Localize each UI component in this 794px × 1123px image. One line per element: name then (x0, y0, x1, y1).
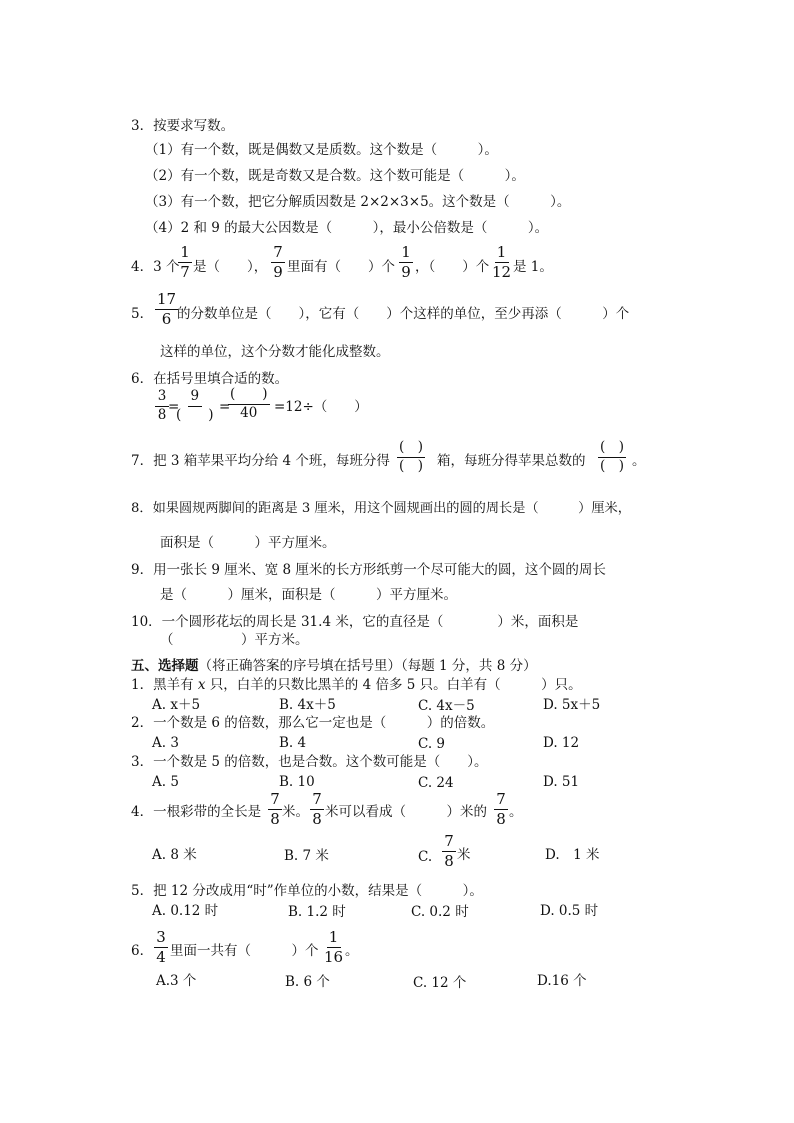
q7-fraction-2-numerator: ( ) (598, 441, 626, 458)
q3-title: 3．按要求写数。 (131, 118, 235, 134)
q7-fraction-1-numerator: ( ) (397, 441, 425, 458)
choice-5-option-a: A. 0.12 时 (152, 903, 219, 919)
choice-4-option-c-label: C. (418, 849, 433, 865)
choice-4-text-2: 米。 (282, 804, 309, 820)
q7-text-2: 箱，每班分得苹果总数的 (437, 453, 586, 469)
q4-fraction-4-numerator: 1 (495, 245, 509, 263)
q5-fraction-1 (155, 292, 178, 327)
q4-fraction-3 (399, 245, 413, 280)
choice-6-option-d: D.16 个 (537, 973, 587, 989)
choice-1-variable: x (197, 677, 206, 693)
choice-1-stem-b: 只，白羊的只数比黑羊的 4 倍多 5 只。白羊有（ ）只。 (209, 677, 582, 693)
choice-4-option-c-unit: 米 (457, 847, 471, 863)
q4-fraction-1-numerator: 1 (178, 245, 192, 263)
q4-fraction-2-numerator: 7 (271, 245, 285, 263)
q4-fraction-2-denominator: 9 (273, 263, 283, 281)
choice-4-option-c-fraction (442, 834, 456, 869)
q5-fraction-1-numerator: 17 (157, 290, 177, 308)
choice-2-option-c: C. 9 (418, 736, 446, 752)
choice-4-text-4: 。 (509, 804, 523, 820)
choice-3-option-d: D. 51 (543, 774, 580, 790)
choice-4-text-1: 4．一根彩带的全长是 (131, 804, 262, 820)
q3-item-1: （1）有一个数，既是偶数又是质数。这个数是（ ）。 (145, 142, 498, 158)
choice-6-fraction-1-denominator: 4 (156, 948, 166, 966)
choice-4-option-c-numerator: 7 (442, 834, 456, 852)
choice-4-text-3: 米可以看成（ ）米的 (325, 804, 487, 820)
q4-fraction-3-numerator: 1 (399, 245, 413, 263)
choice-2-stem: 2．一个数是 6 的倍数，那么它一定也是（ ）的倍数。 (131, 715, 495, 731)
choice-3-option-c: C. 24 (418, 775, 454, 791)
q6-fraction-2-numerator: 9 (188, 390, 202, 407)
q6-title: 6．在括号里填合适的数。 (131, 371, 289, 387)
q4-fraction-4-denominator: 12 (492, 263, 512, 281)
choice-6-text-1: 里面一共有（ ）个 (170, 943, 319, 959)
choice-1-option-b: B. 4x＋5 (279, 697, 336, 713)
choice-2-option-a: A. 3 (152, 735, 179, 751)
q4-fraction-1 (178, 245, 192, 280)
q6-fraction-3-numerator: ( ) (228, 388, 270, 405)
q4-text-3: ，（ ）个 (415, 259, 490, 275)
choice-4-fraction-3-numerator: 7 (494, 792, 508, 810)
q7-fraction-2-denominator: ( ) (600, 457, 625, 474)
q6-equals-2: = (219, 399, 231, 415)
choice-6-option-a: A.3 个 (156, 973, 197, 989)
q7-fraction-1 (397, 441, 425, 473)
choice-6-fraction-1-numerator: 3 (154, 930, 168, 948)
choice-6-option-b: B. 6 个 (285, 974, 330, 990)
choice-5-option-c: C. 0.2 时 (411, 904, 469, 920)
q4-text-2: 里面有（ ）个 (287, 259, 395, 275)
q4-text-1: 是（ ）， (193, 259, 268, 275)
q7-fraction-1-denominator: ( ) (399, 457, 424, 474)
q3-item-4: （4）2 和 9 的最大公因数是（ ），最小公倍数是（ ）。 (145, 220, 549, 236)
choice-6-number: 6． (131, 943, 154, 959)
section-5-heading: 五、选择题 (131, 658, 199, 674)
choice-5-stem: 5．把 12 分改成用“时”作单位的小数，结果是（ ）。 (131, 883, 483, 899)
choice-4-option-b: B. 7 米 (284, 848, 329, 864)
choice-2-option-d: D. 12 (543, 735, 580, 751)
q4-text-4: 是 1。 (513, 259, 553, 275)
choice-4-option-d: D. 1 米 (545, 847, 600, 863)
choice-1-stem-a: 1．黑羊有 (131, 677, 194, 693)
q6-fraction-3-denominator: 40 (240, 404, 258, 421)
choice-4-option-c-denominator: 8 (444, 852, 454, 870)
q6-equals-1: = (168, 399, 180, 415)
q7-fraction-2 (598, 441, 626, 473)
q4-number: 4．3 个 (131, 259, 180, 275)
q5-fraction-1-denominator: 6 (161, 310, 172, 328)
q6-fraction-2-denominator: ( ) (176, 406, 214, 423)
q6-fraction-1-numerator: 3 (155, 390, 169, 407)
q3-item-3: （3）有一个数，把它分解质因数是 2×2×3×5。这个数是（ ）。 (145, 194, 571, 210)
choice-3-option-a: A. 5 (152, 774, 179, 790)
choice-6-fraction-1 (154, 930, 168, 965)
q10-line-1: 10．一个圆形花坛的周长是 31.4 米，它的直径是（ ）米，面积是 (131, 614, 579, 630)
choice-1-option-d: D. 5x＋5 (543, 697, 601, 713)
choice-3-option-b: B. 10 (279, 774, 315, 790)
choice-6-option-c: C. 12 个 (413, 975, 467, 991)
q5-text-2: 这样的单位，这个分数才能化成整数。 (160, 344, 390, 360)
q6-fraction-1-denominator: 8 (157, 406, 167, 423)
q6-text-1: =12÷（ ） (274, 399, 368, 415)
choice-6-fraction-2 (324, 930, 343, 965)
choice-4-fraction-1-denominator: 8 (270, 810, 280, 828)
choice-1-option-a: A. x＋5 (152, 697, 201, 713)
q8-line-2: 面积是（ ）平方厘米。 (160, 535, 336, 551)
q8-line-1: 8．如果圆规两脚间的距离是 3 厘米，用这个圆规画出的圆的周长是（ ）厘米， (131, 501, 631, 516)
choice-3-stem: 3．一个数是 5 的倍数，也是合数。这个数可能是（ ）。 (131, 754, 488, 770)
choice-6-text-2: 。 (345, 943, 359, 959)
choice-4-fraction-3 (494, 792, 508, 827)
choice-1-stem (131, 676, 582, 694)
choice-4-fraction-1 (268, 792, 282, 827)
q4-fraction-4 (492, 245, 511, 280)
section-5-note: （将正确答案的序号填在括号里）（每题 1 分，共 8 分） (198, 658, 537, 674)
q7-text-3: 。 (632, 453, 646, 469)
choice-6-fraction-2-numerator: 1 (327, 930, 341, 948)
choice-4-fraction-2-denominator: 8 (312, 810, 322, 828)
q6-fraction-1 (155, 390, 169, 422)
choice-4-option-a: A. 8 米 (152, 847, 197, 863)
q4-fraction-3-denominator: 9 (401, 263, 411, 281)
q6-fraction-3 (228, 388, 270, 420)
q5-number: 5． (131, 306, 154, 322)
q10-line-2: （ ）平方米。 (160, 632, 309, 648)
choice-1-option-c: C. 4x－5 (418, 698, 475, 714)
choice-2-option-b: B. 4 (279, 735, 307, 751)
q4-fraction-1-denominator: 7 (180, 263, 190, 281)
choice-5-option-b: B. 1.2 时 (288, 904, 346, 920)
choice-6-fraction-2-denominator: 16 (324, 948, 344, 966)
choice-4-fraction-2-numerator: 7 (310, 792, 324, 810)
choice-4-fraction-2 (310, 792, 324, 827)
section-5-heading-line (131, 657, 537, 675)
q7-text-1: 7．把 3 箱苹果平均分给 4 个班，每班分得 (131, 453, 390, 469)
q5-text-1: 的分数单位是（ ），它有（ ）个这样的单位，至少再添（ ）个 (177, 306, 630, 322)
q9-line-2: 是（ ）厘米，面积是（ ）平方厘米。 (160, 587, 457, 603)
q6-fraction-2 (176, 390, 214, 422)
q4-fraction-2 (271, 245, 285, 280)
q9-line-1: 9．用一张长 9 厘米、宽 8 厘米的长方形纸剪一个尽可能大的圆，这个圆的周长 (131, 562, 606, 578)
choice-4-fraction-3-denominator: 8 (496, 810, 506, 828)
choice-5-option-d: D. 0.5 时 (540, 903, 599, 919)
choice-4-fraction-1-numerator: 7 (268, 792, 282, 810)
q3-item-2: （2）有一个数，既是奇数又是合数。这个数可能是（ ）。 (145, 168, 525, 184)
